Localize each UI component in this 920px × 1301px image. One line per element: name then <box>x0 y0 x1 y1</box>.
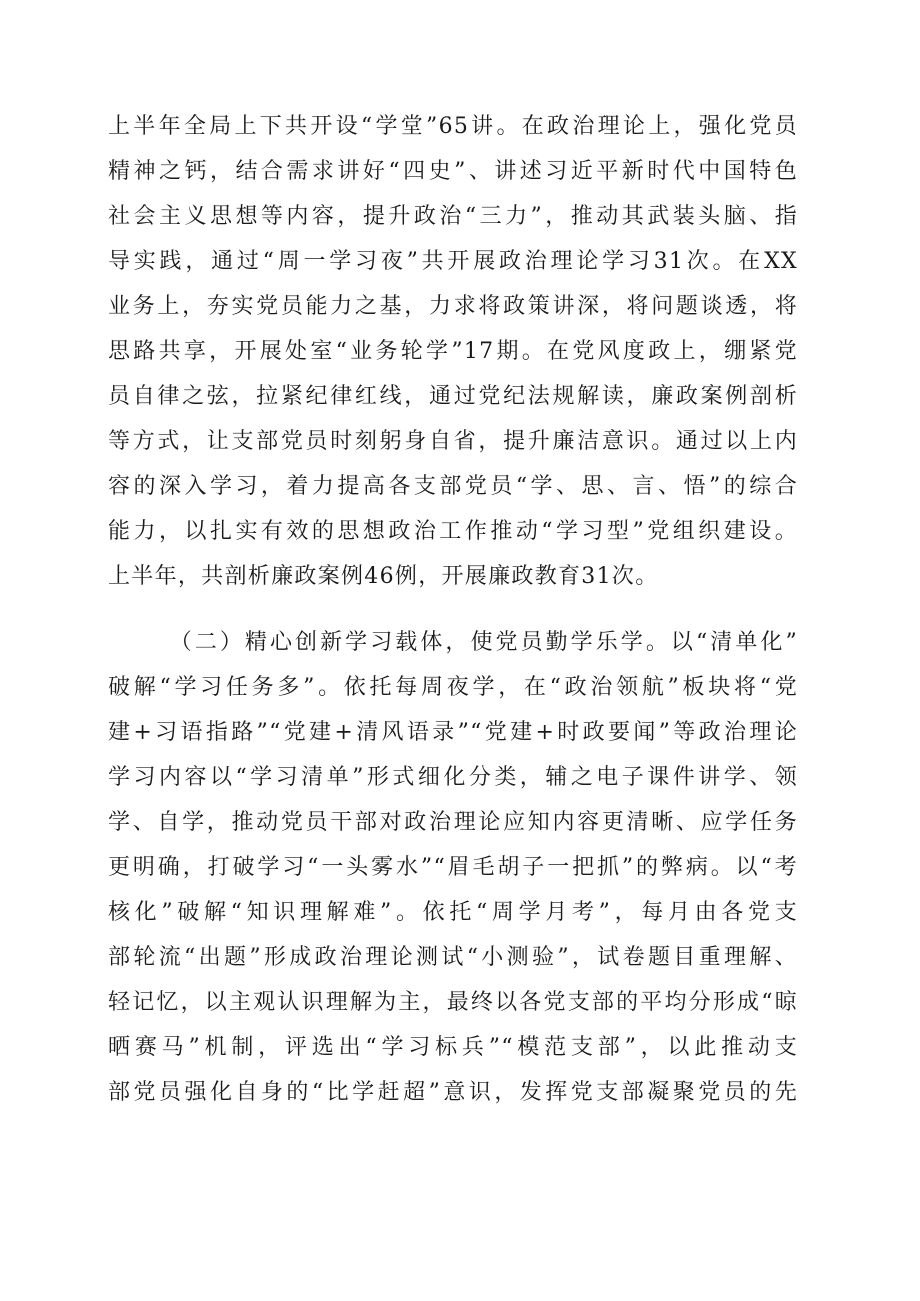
paragraph-line: 精神之钙，结合需求讲好“四史”、讲述习近平新时代中国特色 <box>108 159 798 184</box>
paragraph-line: 晒赛马”机制，评选出“学习标兵”“模范支部”，以此推动支 <box>108 1035 798 1060</box>
paragraph-line: 更明确，打破学习“一头雾水”“眉毛胡子一把抓”的弊病。以“考 <box>108 855 798 880</box>
paragraph-line-text: （二）精心创新学习载体，使党员勤学乐学。以“清单化” <box>168 630 798 655</box>
paragraph-line: 学、自学，推动党员干部对政治理论应知内容更清晰、应学任务 <box>108 810 798 835</box>
paragraph-line: 上半年，共剖析廉政案例46例，开展廉政教育31次。 <box>108 564 659 589</box>
paragraph-line: 学习内容以“学习清单”形式细化分类，辅之电子课件讲学、领 <box>108 765 798 790</box>
paragraph-line: 社会主义思想等内容，提升政治“三力”，推动其武装头脑、指 <box>108 204 798 229</box>
paragraph-line-first <box>108 620 798 665</box>
paragraph-line: 员自律之弦，拉紧纪律红线，通过党纪法规解读，廉政案例剖析 <box>108 384 798 409</box>
paragraph-2 <box>108 620 798 1115</box>
paragraph-line: 等方式，让支部党员时刻躬身自省，提升廉洁意识。通过以上内 <box>108 429 798 454</box>
paragraph-line: 建+习语指路”“党建+清风语录”“党建+时政要闻”等政治理论 <box>108 720 798 745</box>
paragraph-line: 部党员强化自身的“比学赶超”意识，发挥党支部凝聚党员的先 <box>108 1080 798 1105</box>
paragraph-line: 核化”破解“知识理解难”。依托“周学月考”，每月由各党支 <box>108 900 798 925</box>
paragraph-1 <box>108 104 798 599</box>
paragraph-line: 能力，以扎实有效的思想政治工作推动“学习型”党组织建设。 <box>108 519 798 544</box>
paragraph-line: 导实践，通过“周一学习夜”共开展政治理论学习31次。在XX <box>108 249 798 274</box>
paragraph-line: 部轮流“出题”形成政治理论测试“小测验”，试卷题目重理解、 <box>108 945 798 970</box>
paragraph-line: 容的深入学习，着力提高各支部党员“学、思、言、悟”的综合 <box>108 474 798 499</box>
paragraph-line: 破解“学习任务多”。依托每周夜学，在“政治领航”板块将“党 <box>108 675 798 700</box>
paragraph-line: 业务上，夯实党员能力之基，力求将政策讲深，将问题谈透，将 <box>108 294 798 319</box>
paragraph-line: 思路共享，开展处室“业务轮学”17期。在党风度政上，绷紧党 <box>108 339 798 364</box>
paragraph-line: 轻记忆，以主观认识理解为主，最终以各党支部的平均分形成“晾 <box>108 990 798 1015</box>
paragraph-line: 上半年全局上下共开设“学堂”65讲。在政治理论上，强化党员 <box>108 114 798 139</box>
